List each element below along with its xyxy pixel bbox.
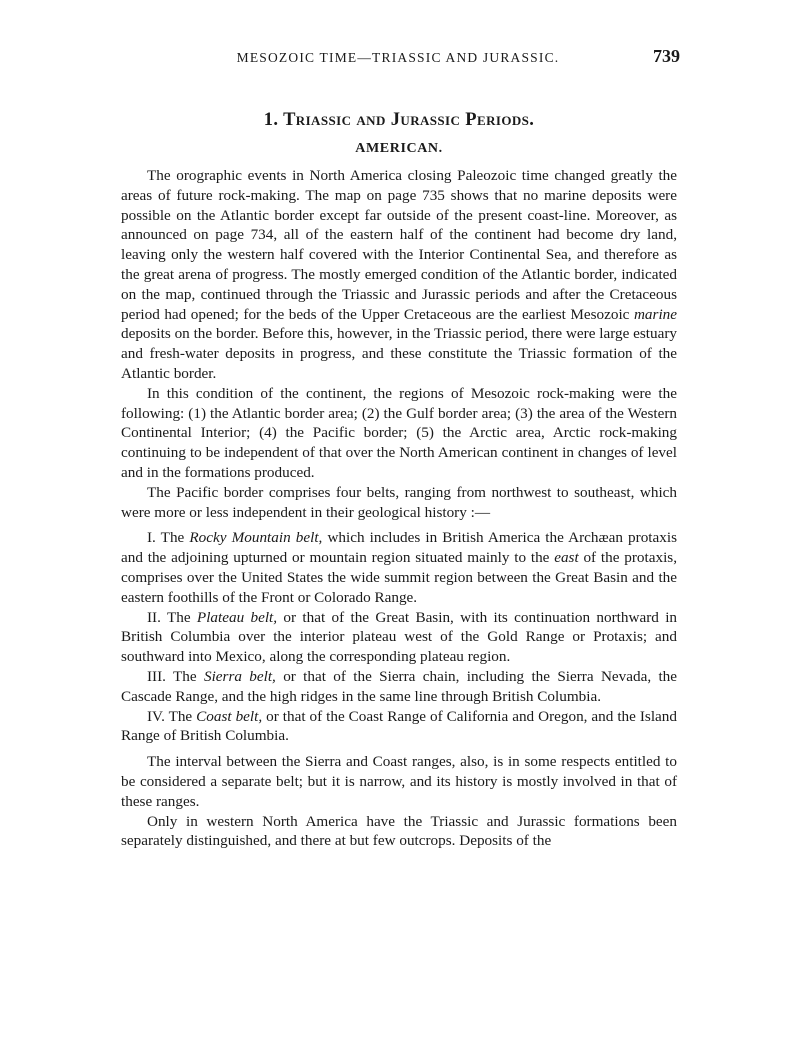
text-run: or that of the Great Basin, with its continuation northward in British Columbia over the interior plateau west of the Gold Range or Protaxis; and southward into Mexico, along the corresponding plateau region.: [121, 608, 678, 666]
italic-run: Rocky Mountain belt,: [189, 529, 323, 547]
paragraph: [121, 384, 677, 483]
paragraph: [121, 812, 677, 852]
paragraph: [121, 483, 677, 523]
text-run: The orographic events in North America closing Paleozoic time changed greatly the areas of future rock-making. The map on page 735 shows that no marine deposits were possible on the Atlantic border except far outside of the present coast-line. Moreover, as announced on page 734, all of the eastern half of the continent had become dry land, leaving only the western half covered with the Interior Continental Sea, and therefore as the great arena of progress. The mostly emerged condition of the Atlantic border, indicated on the map, continued through the Triassic and Jurassic periods and after the Cretaceous period had opened; for the beds of the Upper Cretaceous are the earliest Mesozoic: [121, 167, 677, 323]
paragraph: [121, 752, 677, 811]
text-run: III. The: [147, 667, 204, 685]
section-heading: 1. Triassic and Jurassic Periods.: [263, 110, 535, 130]
body-text: [121, 110, 677, 851]
text-run: I. The: [147, 529, 190, 547]
paragraph: [121, 707, 677, 747]
section-subheading: AMERICAN.: [355, 141, 443, 156]
paragraph-list: [121, 166, 677, 851]
italic-run: marine: [633, 305, 677, 323]
italic-run: east: [554, 549, 579, 567]
italic-run: Coast belt,: [196, 707, 263, 725]
text-run: or that of the Sierra chain, including the Sierra Nevada, the Cascade Range, and the high ridges in the same line through British Columbia.: [121, 667, 678, 705]
text-run: The interval between the Sierra and Coast ranges, also, is in some respects entitled to be considered a separate belt; but it is narrow, and its history is mostly involved in that of these ranges.: [121, 753, 677, 810]
italic-run: Sierra belt,: [203, 667, 276, 685]
page-number: 739: [653, 46, 680, 66]
text-run: The Pacific border comprises four belts, ranging from northwest to southeast, which were more or less independent in their geological history :—: [121, 483, 677, 521]
paragraph: [121, 608, 677, 667]
text-run: of the protaxis, comprises over the United States the wide summit region between the Great Basin and the eastern foothills of the Front or Colorado Range.: [121, 549, 677, 606]
text-run: which includes in British America the Archæan protaxis and the adjoining upturned or mountain region situated mainly to the: [121, 529, 677, 567]
text-run: deposits on the border. Before this, however, in the Triassic period, there were large estuary and fresh-water deposits in progress, and these constitute the Triassic formation of the Atlantic border.: [121, 325, 677, 382]
text-run: or that of the Coast Range of California and Oregon, and the Island Range of British Columbia.: [121, 707, 677, 745]
text-run: II. The: [147, 608, 197, 626]
paragraph: [121, 528, 677, 607]
running-head: MESOZOIC TIME—TRIASSIC AND JURASSIC.: [236, 50, 560, 65]
text-run: Only in western North America have the Triassic and Jurassic formations been separately distinguished, and there at but few outcrops. Deposits of the: [121, 812, 677, 850]
text-run: IV. The: [147, 707, 197, 725]
italic-run: Plateau belt,: [196, 608, 278, 626]
paragraph: [121, 667, 677, 707]
paragraph: [121, 166, 677, 384]
text-run: In this condition of the continent, the regions of Mesozoic rock-making were the following: (1) the Atlantic border area; (2) the Gulf border area; (3) the area of the Western Continental Interior; (4) the Pacific border; (5) the Arctic area, Arctic rock-making continuing to be independent of that over the North American continent in changes of level and in the formations produced.: [121, 384, 677, 481]
